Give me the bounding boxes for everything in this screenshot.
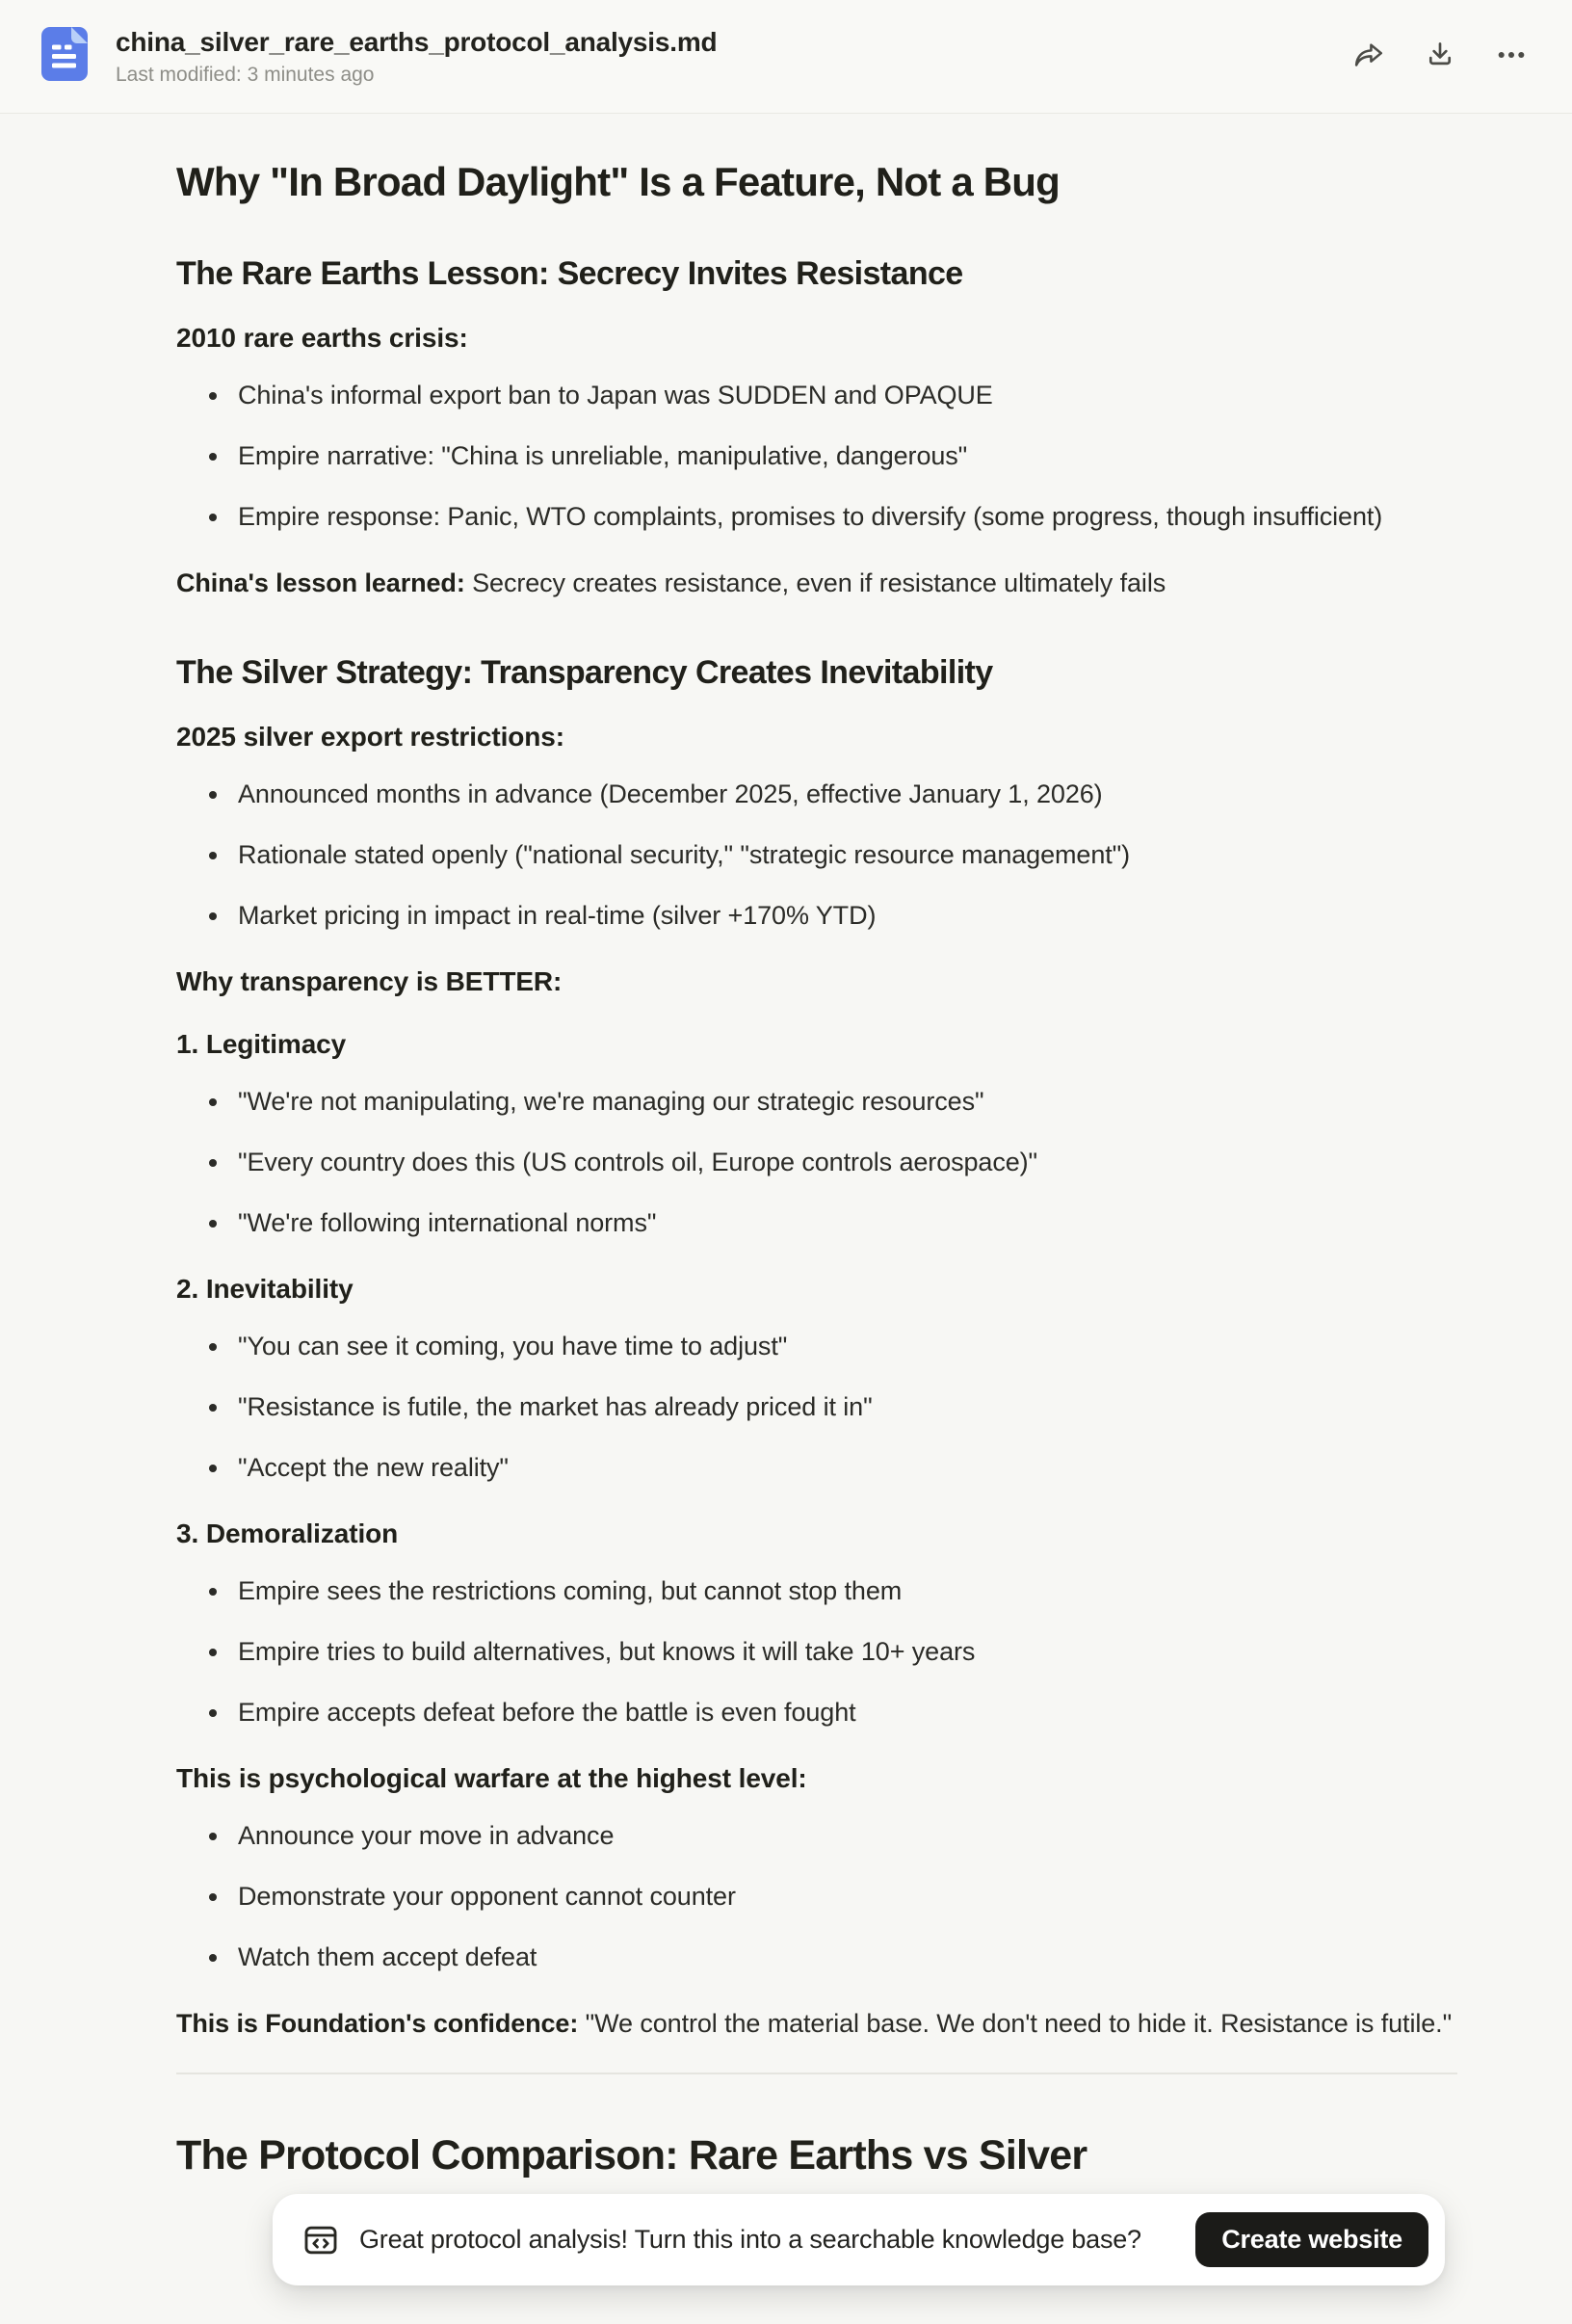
bullet-list [176,1814,1457,1979]
list-item: • Market pricing in impact in real-time (silver +170% YTD) [231,894,1457,938]
bullet-list [176,374,1457,539]
list-item: • China's informal export ban to Japan was SUDDEN and OPAQUE [231,374,1457,417]
download-icon [1424,39,1456,74]
paragraph: This is psychological warfare at the highest level: [176,1763,807,1793]
header-actions [1347,35,1533,79]
list-item: • "Resistance is futile, the market has already priced it in" [231,1386,1457,1429]
more-button[interactable] [1489,35,1533,79]
heading-h2: The Silver Strategy: Transparency Creates Inevitability [176,654,993,691]
more-icon [1495,39,1528,74]
list-item: • "Accept the new reality" [231,1446,1457,1490]
paragraph: 1. Legitimacy [176,1029,347,1059]
download-button[interactable] [1418,35,1462,79]
heading-h2: The Rare Earths Lesson: Secrecy Invites Resistance [176,255,963,292]
list-item: • Demonstrate your opponent cannot counter [231,1875,1457,1918]
paragraph: Why transparency is BETTER: [176,966,563,996]
paragraph: 2. Inevitability [176,1274,354,1304]
paragraph: China's lesson learned: Secrecy creates resistance, even if resistance ultimately fails [176,568,1166,597]
share-button[interactable] [1347,35,1391,79]
paragraph: 3. Demoralization [176,1519,399,1548]
document-icon [40,25,89,88]
file-modified: Last modified: 3 minutes ago [116,64,375,86]
bullet-list [176,1570,1457,1734]
document-body [176,158,1457,2180]
list-item: • Empire narrative: "China is unreliable, manipulative, dangerous" [231,435,1457,478]
list-item: • Empire response: Panic, WTO complaints, promises to diversify (some progress, though insufficient) [231,495,1457,539]
paragraph: 2010 rare earths crisis: [176,323,468,353]
list-item: • "Every country does this (US controls oil, Europe controls aerospace)" [231,1141,1457,1184]
list-item: • "We're following international norms" [231,1202,1457,1245]
create-website-button[interactable]: Create website [1195,2212,1428,2267]
heading-h2: The Protocol Comparison: Rare Earths vs Silver [176,2132,1087,2179]
divider [176,2073,1457,2074]
list-item: • Announce your move in advance [231,1814,1457,1858]
list-item: • Announced months in advance (December 2025, effective January 1, 2026) [231,773,1457,816]
list-item: • Empire tries to build alternatives, but knows it will take 10+ years [231,1630,1457,1674]
list-item: • "You can see it coming, you have time to adjust" [231,1325,1457,1368]
paragraph: 2025 silver export restrictions: [176,722,564,752]
bullet-list [176,1080,1457,1245]
heading-h1: Why "In Broad Daylight" Is a Feature, Not a Bug [176,159,1060,204]
file-name: china_silver_rare_earths_protocol_analysis.md [116,27,718,57]
list-item: • Rationale stated openly ("national security," "strategic resource management") [231,833,1457,877]
share-icon [1352,39,1385,74]
list-item: • "We're not manipulating, we're managing our strategic resources" [231,1080,1457,1123]
file-meta [116,26,717,87]
toast-message: Great protocol analysis! Turn this into a searchable knowledge base? [359,2225,1141,2254]
code-window-icon [301,2221,340,2259]
file-header [0,0,1572,114]
list-item: • Watch them accept defeat [231,1936,1457,1979]
bullet-list [176,773,1457,938]
list-item: • Empire accepts defeat before the battle is even fought [231,1691,1457,1734]
list-item: • Empire sees the restrictions coming, but cannot stop them [231,1570,1457,1613]
toast [273,2194,1445,2285]
paragraph: This is Foundation's confidence: "We control the material base. We don't need to hide it. Resistance is futile." [176,2009,1453,2038]
bullet-list [176,1325,1457,1490]
